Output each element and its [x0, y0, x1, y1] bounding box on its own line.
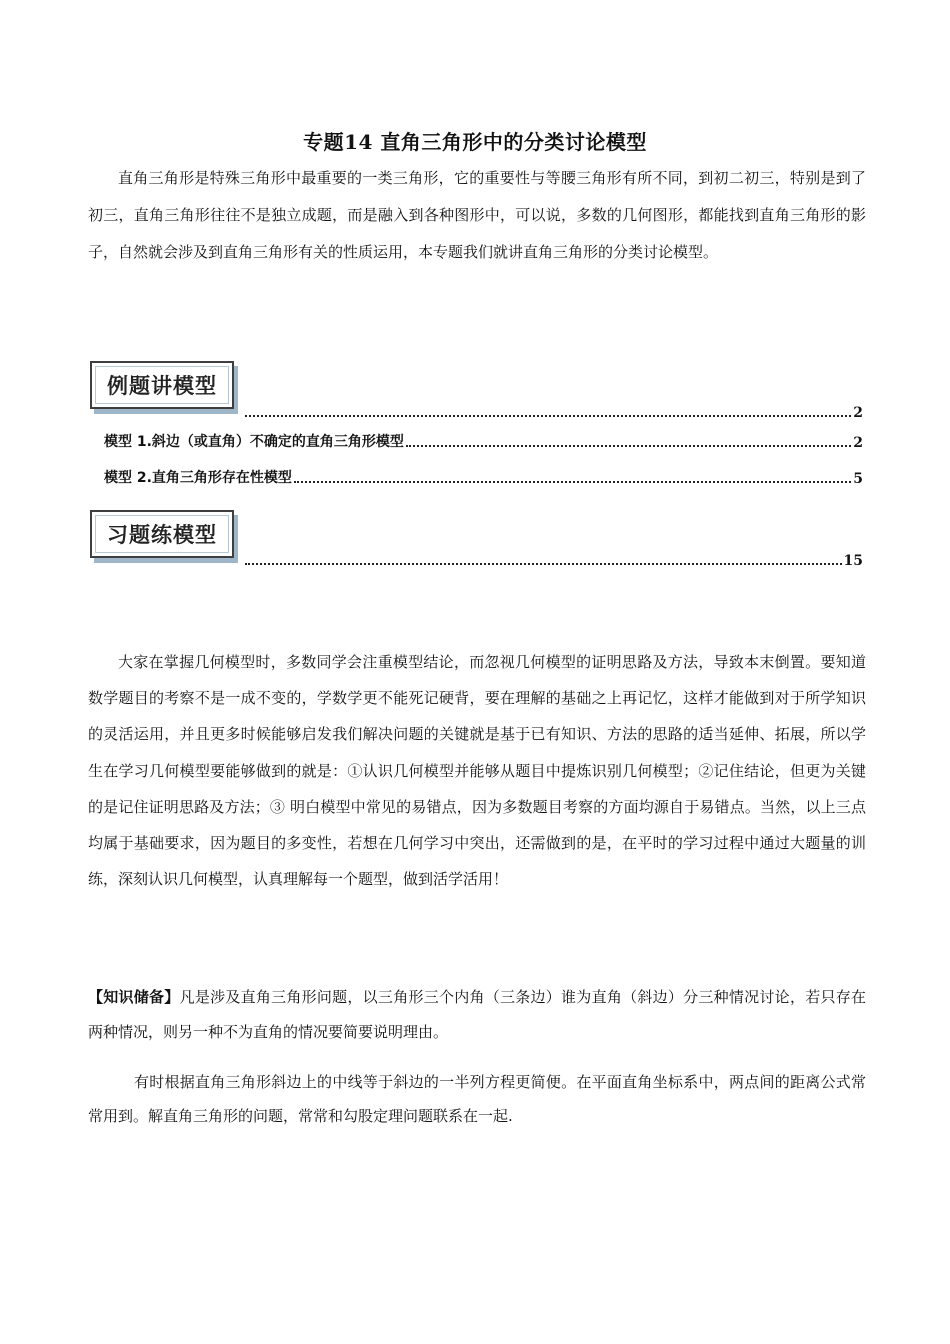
knowledge-text: 凡是涉及直角三角形问题，以三角形三个内角（三条边）谁为直角（斜边）分三种情况讨论，若只存在两种情况，则另一种不为直角的情况要简要说明理由。	[88, 988, 866, 1041]
study-advice-paragraph: 大家在掌握几何模型时，多数同学会注重模型结论，而忽视几何模型的证明思路及方法，导致本末倒置。要知道数学题目的考察不是一成不变的，学数学更不能死记硬背，要在理解的基础之上再记忆，这样才能做到对于所学知识的灵活运用，并且更多时候能够启发我们解决问题的关键就是基于已有知识、方法的思路的适当延伸、拓展，所以学生在学习几何模型要能够做到的就是：①认识几何模型并能够从题目中提炼识别几何模型；②记住结论，但更为关键的是记住证明思路及方法；③ 明白模型中常见的易错点，因为多数题目考察的方面均源自于易错点。当然，以上三点均属于基础要求，因为题目的多变性，若想在几何学习中突出，还需做到的是，在平时的学习过程中通过大题量的训练，深刻认识几何模型，认真理解每一个题型，做到活学活用！	[88, 653, 866, 889]
toc-item-model-2[interactable]	[104, 467, 863, 487]
exercises-section-badge: 习题练模型	[90, 510, 234, 558]
toc-page-number: 15	[843, 553, 863, 569]
toc-exercises-entry[interactable]	[243, 553, 863, 569]
toc-item-label: 模型 2.直角三角形存在性模型	[104, 470, 292, 486]
toc-leader-dots	[294, 481, 851, 483]
intro-paragraph: 直角三角形是特殊三角形中最重要的一类三角形，它的重要性与等腰三角形有所不同，到初二初三，特别是到了初三，直角三角形往往不是独立成题，而是融入到各种图形中，可以说，多数的几何图形，都能找到直角三角形的影子，自然就会涉及到直角三角形有关的性质运用，本专题我们就讲直角三角形的分类讨论模型。	[88, 169, 866, 261]
toc-item-label: 模型 1.斜边（或直角）不确定的直角三角形模型	[104, 434, 404, 450]
toc-item-model-1[interactable]	[104, 431, 863, 451]
toc-leader-dots	[245, 563, 842, 565]
toc-leader-dots	[406, 445, 851, 447]
toc-page-number: 2	[853, 405, 863, 421]
examples-section-badge: 例题讲模型	[90, 361, 234, 409]
toc-examples-entry[interactable]	[243, 405, 863, 421]
knowledge-paragraph	[88, 980, 866, 1050]
knowledge-label: 【知识储备】	[88, 988, 180, 1006]
page-title: 专题14 直角三角形中的分类讨论模型	[303, 130, 647, 154]
toc-leader-dots	[245, 415, 851, 417]
toc-page-number: 2	[853, 435, 863, 451]
toc-page-number: 5	[853, 471, 863, 487]
tip-paragraph: 有时根据直角三角形斜边上的中线等于斜边的一半列方程更简便。在平面直角坐标系中，两点间的距离公式常常用到。解直角三角形的问题，常常和勾股定理问题联系在一起.	[88, 1073, 866, 1125]
